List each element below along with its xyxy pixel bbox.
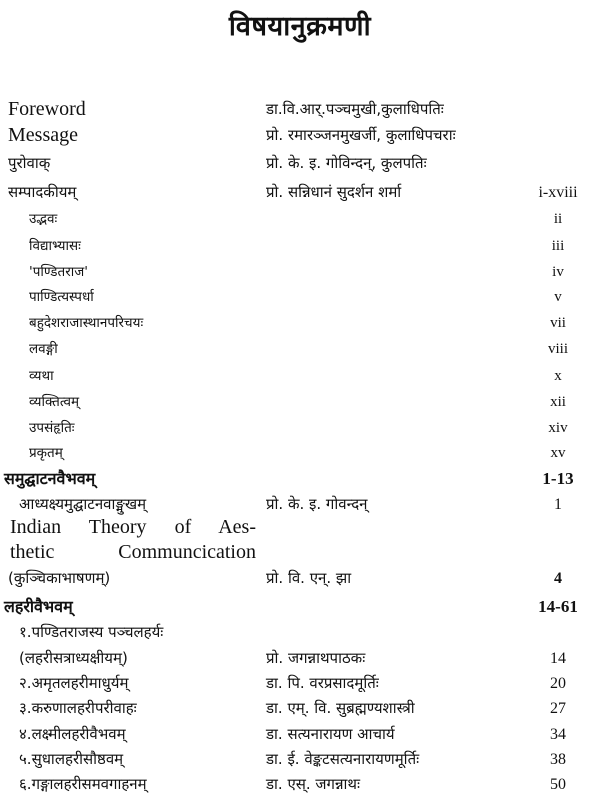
entry-page: 34 [550,726,566,743]
entry-title: सम्पादकीयम् [8,183,77,201]
entry-author: डा. ई. वेङ्कटसत्यनारायणमूर्तिः [266,750,420,768]
toc-subentry [0,416,600,441]
entry-page: 4 [554,570,562,587]
entry-title: प्रकृतम् [29,445,63,461]
entry-page: 14 [550,650,566,667]
entry-title: आध्यक्ष्यमुद्घाटनवाङ्मुखम् [19,495,147,513]
toc-section [0,466,600,491]
toc-subentry [0,207,600,232]
toc-entry [0,772,600,797]
entry-page: x [554,368,562,384]
entry-title: ३.करुणालहरीपरीवाहः [19,699,137,717]
toc-section [0,594,600,619]
entry-title: विद्याभ्यासः [29,238,81,254]
entry-author: डा. एस्. जगन्नाथः [266,775,361,793]
entry-title: Foreword [8,98,86,120]
entry-title: thetic Communcication [10,541,256,563]
toc-entry [0,566,600,591]
entry-author: प्रो. वि. एन्. झा [266,569,352,587]
entry-title: व्यथा [29,368,54,384]
toc-entry [0,696,600,721]
entry-title: उद्भवः [29,211,58,227]
entry-author: प्रो. जगन्नाथपाठकः [266,649,366,667]
toc-entry [0,97,600,122]
entry-page: viii [547,341,568,357]
toc-subentry [0,234,600,259]
entry-title: 'पण्डितराज' [29,264,88,280]
toc-entry [0,620,600,645]
entry-title: लवङ्गी [29,341,58,357]
section-title: लहरीवैभवम् [4,597,73,616]
entry-page: vii [550,315,566,331]
entry-page: 20 [550,675,566,692]
entry-title: २.अमृतलहरीमाधुर्यम् [19,674,129,692]
entry-title: उपसंहृतिः [29,420,75,436]
toc-entry [0,180,600,205]
entry-page: iv [552,264,564,280]
toc-subentry [0,260,600,285]
entry-page: v [554,289,562,305]
toc-entry [0,151,600,176]
entry-page: ii [553,211,563,227]
entry-page: xii [550,394,566,410]
entry-author: डा. एम्. वि. सुब्रह्मण्यशास्त्री [266,699,415,717]
entry-title: व्यक्तित्वम् [29,394,80,410]
entry-page: iii [551,238,565,254]
toc-subentry [0,364,600,389]
entry-title: पुरोवाक् [8,154,51,172]
entry-page: xv [550,445,566,461]
entry-page: i-xviii [538,184,578,201]
entry-title: ६.गङ्गालहरीसमवगाहनम् [19,775,147,793]
entry-page: 1 [554,496,562,513]
entry-page: 50 [550,776,566,793]
entry-author: डा. पि. वरप्रसादमूर्तिः [266,674,379,692]
toc-subentry [0,337,600,362]
toc-entry [0,722,600,747]
section-pages: 1-13 [542,469,574,488]
section-title: समुद्घाटनवैभवम् [4,469,96,488]
entry-title: Indian Theory of Aes- [10,516,256,538]
toc-entry [0,123,600,148]
toc-subentry [0,390,600,415]
entry-title: (लहरीसत्राध्यक्षीयम्) [19,649,128,667]
toc-entry [0,747,600,772]
toc-entry [0,646,600,671]
entry-author: प्रो. के. इ. गोविन्दन्, कुलपतिः [266,154,427,172]
entry-title: पाण्डित्यस्पर्धा [29,289,94,305]
toc-subentry [0,311,600,336]
section-pages: 14-61 [538,597,578,616]
entry-title: १.पण्डितराजस्य पञ्चलहर्यः [19,623,164,641]
page-title: विषयानुक्रमणी [228,11,372,42]
toc-subentry [0,285,600,310]
entry-author: प्रो. के. इ. गोवन्दन् [266,495,368,513]
entry-author: प्रो. सन्निधानं सुदर्शन शर्मा [266,183,402,201]
toc-entry [0,492,600,517]
entry-author: प्रो. रमारञ्जनमुखर्जी, कुलाधिपचराः [266,126,456,144]
entry-title: (कुञ्चिकाभाषणम्) [8,569,111,587]
entry-author: डा. सत्यनारायण आचार्य [266,725,395,743]
toc-entry [0,671,600,696]
entry-title: ४.लक्ष्मीलहरीवैभवम् [19,725,126,743]
toc-subentry [0,441,600,466]
entry-page: xiv [548,420,568,436]
toc-entry [0,540,600,565]
entry-page: 38 [550,751,566,768]
entry-title: Message [8,124,78,146]
entry-author: डा.वि.आर्.पञ्चमुखी,कुलाधिपतिः [266,100,444,118]
toc-entry [0,515,600,540]
entry-title: बहुदेशराजास्थानपरिचयः [29,315,144,331]
entry-page: 27 [550,700,566,717]
entry-title: ५.सुधालहरीसौष्ठवम् [19,750,124,768]
